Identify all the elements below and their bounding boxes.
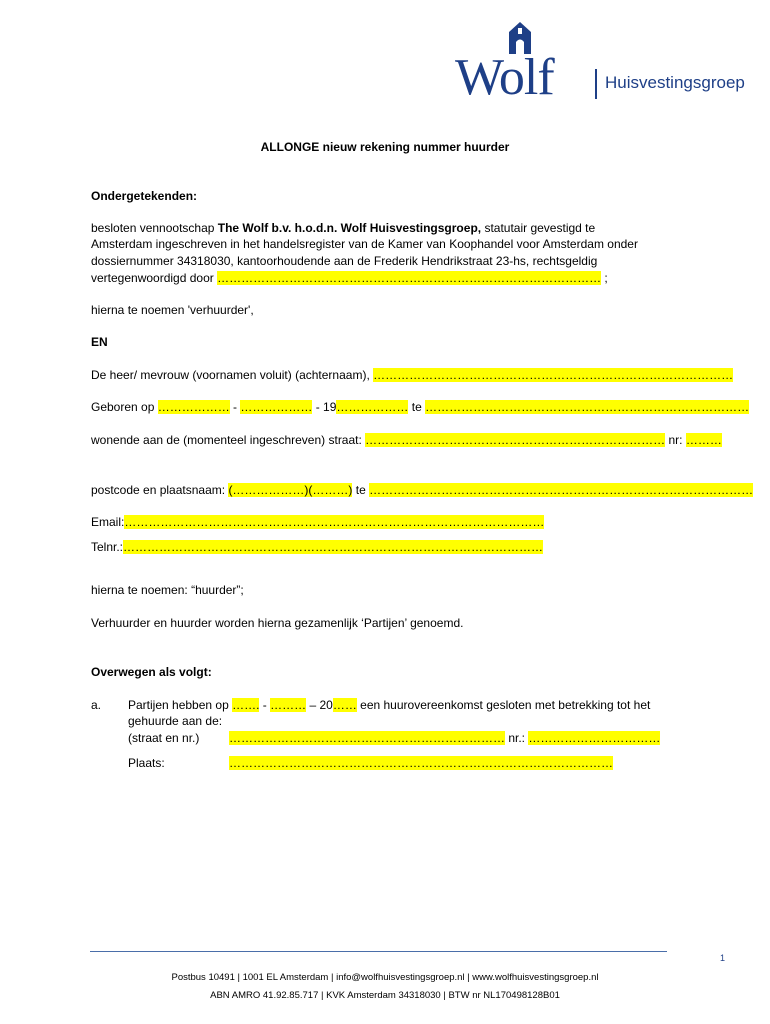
street-field[interactable]: …………………………………………………………………: [365, 433, 666, 447]
item-a-line-2: gehuurde aan de:: [128, 714, 223, 728]
party-line-4: [91, 270, 608, 286]
street-label: (straat en nr.): [128, 731, 200, 745]
birth-label: Geboren op: [91, 400, 158, 414]
birth-day-field[interactable]: ………………: [157, 400, 230, 414]
text: nr:: [665, 433, 686, 447]
name-line: [91, 367, 733, 383]
partijen-text: Verhuurder en huurder worden hierna gezamenlijk ‘Partijen’ genoemd.: [91, 616, 464, 630]
name-field[interactable]: ………………………………………………………………………………: [373, 368, 734, 382]
birth-line: [91, 399, 749, 415]
contract-year-field[interactable]: ……: [332, 698, 357, 712]
address-label: wonende aan de (momenteel ingeschreven) straat:: [91, 433, 366, 447]
en-heading: EN: [91, 335, 108, 349]
footer-divider: [90, 951, 667, 952]
text: vertegenwoordigd door: [91, 271, 218, 285]
text: – 20: [306, 698, 333, 712]
text: ;: [601, 271, 608, 285]
logo-wordmark: Wolf: [455, 49, 554, 106]
text: nr.:: [505, 731, 529, 745]
footer-registration: ABN AMRO 41.92.85.717 | KVK Amsterdam 34318030 | BTW nr NL170498128B01: [210, 990, 560, 1001]
representative-field[interactable]: ……………………………………………………………………………………: [217, 271, 602, 285]
company-name: The Wolf b.v. h.o.d.n. Wolf Huisvestingsgroep,: [217, 221, 482, 235]
document-title: ALLONGE nieuw rekening nummer huurder: [260, 140, 510, 154]
city-field[interactable]: ……………………………………………………………………………………: [369, 483, 754, 497]
rental-street-line: [229, 730, 660, 746]
phone-label: Telnr.:: [91, 540, 124, 554]
email-label: Email:: [91, 515, 125, 529]
text: statutair gevestigd te: [481, 221, 596, 235]
rental-number-field[interactable]: ……………………………: [528, 731, 661, 745]
logo-subtitle: Huisvestingsgroep: [605, 73, 745, 92]
postcode-field[interactable]: (………………)(………): [228, 483, 353, 497]
phone-line: [91, 539, 543, 555]
page-number: 1: [720, 953, 726, 963]
footer-contact: Postbus 10491 | 1001 EL Amsterdam | info@wolfhuisvestingsgroep.nl | www.wolfhuisvestingsgroep.nl: [171, 972, 599, 983]
plaats-label: Plaats:: [128, 756, 165, 770]
address-line: [91, 432, 722, 448]
text: te: [408, 400, 426, 414]
text: Partijen hebben op: [128, 698, 233, 712]
text: besloten vennootschap: [91, 221, 218, 235]
logo-divider: [595, 69, 597, 99]
text: -: [229, 400, 241, 414]
overwegen-heading: Overwegen als volgt:: [91, 665, 212, 679]
text: -: [259, 698, 271, 712]
birth-year-field[interactable]: ………………: [336, 400, 409, 414]
plaats-line: [229, 755, 613, 771]
rental-street-field[interactable]: ……………………………………………………………: [229, 731, 505, 745]
birth-place-field[interactable]: ………………………………………………………………………: [425, 400, 750, 414]
email-line: [91, 514, 544, 530]
email-field[interactable]: ……………………………………………………………………………………………: [124, 515, 545, 529]
party-line-2: Amsterdam ingeschreven in het handelsregister van de Kamer van Koophandel voor Amsterdam onder: [91, 237, 638, 251]
item-a-letter: a.: [91, 698, 102, 712]
birth-month-field[interactable]: ………………: [240, 400, 313, 414]
text: - 19: [312, 400, 337, 414]
postcode-label: postcode en plaatsnaam:: [91, 483, 229, 497]
text: een huurovereenkomst gesloten met betrekking tot het: [356, 698, 651, 712]
ondergetekenden-heading: Ondergetekenden:: [91, 189, 198, 203]
plaats-field[interactable]: ……………………………………………………………………………………: [229, 756, 613, 770]
name-label: De heer/ mevrouw (voornamen voluit) (achternaam),: [91, 368, 374, 382]
contract-day-field[interactable]: …….: [232, 698, 260, 712]
huurder-text: hierna te noemen: “huurder”;: [91, 583, 244, 597]
contract-month-field[interactable]: ………: [270, 698, 307, 712]
house-number-field[interactable]: ………: [685, 433, 722, 447]
text: te: [352, 483, 370, 497]
phone-field[interactable]: ……………………………………………………………………………………………: [123, 540, 544, 554]
postcode-line: [91, 482, 753, 498]
item-a-line-1: [128, 697, 650, 713]
party-line-1: [91, 220, 595, 236]
party-line-3: dossiernummer 34318030, kantoorhoudende aan de Frederik Hendrikstraat 23-hs, rechtsgeldig: [91, 254, 598, 268]
verhuurder-text: hierna te noemen 'verhuurder',: [91, 303, 254, 317]
wolf-logo: [455, 20, 755, 106]
